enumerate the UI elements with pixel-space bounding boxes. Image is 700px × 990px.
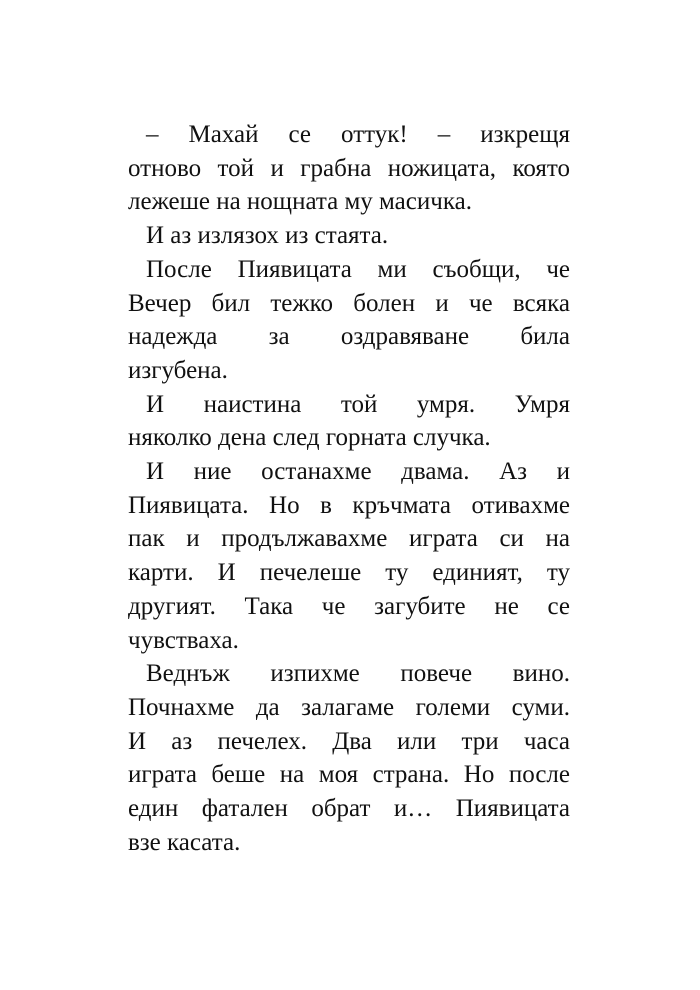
paragraph-3 — [128, 253, 570, 388]
text-line: Веднъж изпихме повече вино. — [146, 660, 570, 688]
text-line: изгубена. — [128, 356, 228, 384]
text-line: играта беше на моя страна. Но после — [128, 761, 570, 789]
text-line: един фатален обрат и… Пиявицата — [128, 795, 570, 823]
paragraph-4 — [128, 388, 570, 455]
page-text — [128, 118, 570, 859]
text-line: лежеше на нощната му масичка. — [128, 188, 472, 216]
text-line: Пиявицата. Но в кръчмата отивахме — [128, 491, 570, 519]
text-line: карти. И печелеше ту единият, ту — [128, 559, 570, 587]
text-line: И аз излязох из стаята. — [146, 222, 389, 250]
text-line: – Махай се оттук! – изкрещя — [146, 121, 570, 148]
paragraph-2 — [128, 219, 570, 253]
text-line: надежда за оздравяване била — [128, 323, 570, 351]
text-line: Почнахме да залагаме големи суми. — [128, 693, 570, 721]
text-line: другият. Така че загубите не се — [128, 592, 570, 620]
paragraph-1 — [128, 118, 570, 219]
text-line: Вечер бил тежко болен и че всяка — [128, 289, 570, 317]
paragraph-5 — [128, 455, 570, 657]
text-line: пак и продължавахме играта си на — [128, 525, 570, 553]
text-line: отново той и грабна ножицата, която — [128, 154, 570, 182]
text-line: чувстваха. — [128, 626, 239, 654]
text-line: И аз печелех. Два или три часа — [128, 727, 570, 755]
text-line: И ние останахме двама. Аз и — [146, 458, 570, 486]
text-line: После Пиявицата ми съобщи, че — [146, 255, 570, 283]
text-line: И наистина той умря. Умря — [146, 390, 570, 418]
text-line: няколко дена след горната случка. — [128, 424, 491, 452]
paragraph-6 — [128, 657, 570, 859]
text-line: взе касата. — [128, 828, 241, 856]
